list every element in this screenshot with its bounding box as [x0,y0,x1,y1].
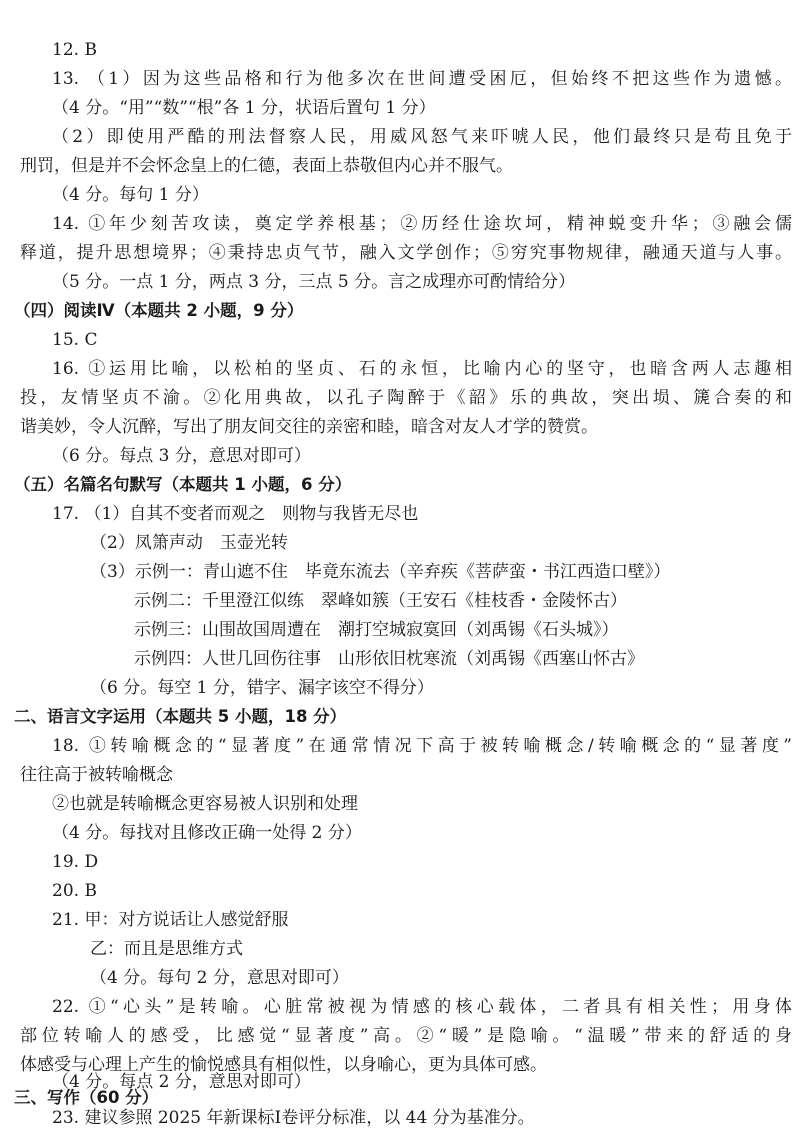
answer-16-line3: 谐美妙，令人沉醉，写出了朋友间交往的亲密和睦，暗含对友人才学的赞赏。 [20,417,598,437]
answer-13-part2-line1: （2）即使用严酷的刑法督察人民，用威风怒气来吓唬人民，他们最终只是苟且免于 [52,127,792,147]
answer-23: 23. 建议参照 2025 年新课标Ⅰ卷评分标准，以 44 分为基准分。 [52,1108,535,1128]
answer-21-jia: 21. 甲：对方说话让人感觉舒服 [52,910,289,930]
answer-18-line3: ②也就是转喻概念更容易被人识别和处理 [52,794,358,814]
answer-22-scoring: （4 分。每点 2 分，意思对即可） [52,1072,311,1092]
answer-17-3-example4: 示例四：人世几回伤往事 山形依旧枕寒流（刘禹锡《西塞山怀古》 [134,649,644,669]
section-language-heading: 二、语言文字运用（本题共 5 小题，18 分） [14,707,347,726]
answer-14-scoring: （5 分。一点 1 分，两点 3 分，三点 5 分。言之成理亦可酌情给分） [52,272,576,292]
section-4-heading: （四）阅读Ⅳ（本题共 2 小题，9 分） [14,301,304,320]
answer-14-line2: 释道，提升思想境界；④秉持忠贞气节，融入文学创作；⑤穷究事物规律，融通天道与人事。 [20,243,792,263]
answer-17-1: 17. （1）自其不变者而观之 则物与我皆无尽也 [52,504,419,524]
answer-22-line1: 22. ①“心头”是转喻。心脏常被视为情感的核心载体，二者具有相关性；用身体 [52,997,792,1017]
answer-22-line3: 体感受与心理上产生的愉悦感具有相似性，以身喻心，更为具体可感。 [20,1055,547,1075]
answer-17-3-example3: 示例三：山围故国周遭在 潮打空城寂寞回（刘禹锡《石头城》） [134,620,619,640]
answer-18-line1: 18. ①转喻概念的“显著度”在通常情况下高于被转喻概念/转喻概念的“显著度” [52,736,792,756]
answer-17-3-example2: 示例二：千里澄江似练 翠峰如簇（王安石《桂枝香・金陵怀古） [134,591,627,611]
answer-13-part2-line2: 刑罚，但是并不会怀念皇上的仁德，表面上恭敬但内心并不服气。 [20,156,513,176]
answer-13-scoring-1: （4 分。“用”“数”“根”各 1 分，状语后置句 1 分） [52,98,436,118]
answer-19: 19. D [52,852,99,872]
answer-17-3-example1: （3）示例一：青山遮不住 毕竟东流去（辛弃疾《菩萨蛮・书江西造口壁》） [90,562,671,582]
answer-12: 12. B [52,40,97,60]
answer-16-scoring: （6 分。每点 3 分，意思对即可） [52,446,311,466]
section-writing-heading: 三、写作（60 分） [14,1088,159,1107]
answer-17-2: （2）凤箫声动 玉壶光转 [90,533,288,553]
answer-21-yi: 乙：而且是思维方式 [90,939,243,959]
answer-17-scoring: （6 分。每空 1 分，错字、漏字该空不得分） [90,678,434,698]
answer-13-scoring-2: （4 分。每句 1 分） [52,185,209,205]
answer-16-line1: 16. ①运用比喻，以松柏的坚贞、石的永恒，比喻内心的坚守，也暗含两人志趣相 [52,359,792,379]
answer-18-scoring: （4 分。每找对且修改正确一处得 2 分） [52,823,362,843]
answer-21-scoring: （4 分。每句 2 分，意思对即可） [90,968,349,988]
answer-15: 15. C [52,330,98,350]
answer-20: 20. B [52,881,97,901]
answer-13-part1: 13. （1）因为这些品格和行为他多次在世间遭受困厄，但始终不把这些作为遗憾。 [52,69,792,89]
answer-18-line2: 往往高于被转喻概念 [20,765,173,785]
section-5-heading: （五）名篇名句默写（本题共 1 小题，6 分） [14,475,352,494]
answer-22-line2: 部位转喻人的感受，比感觉“显著度”高。②“暖”是隐喻。“温暖”带来的舒适的身 [20,1026,792,1046]
answer-16-line2: 投，友情坚贞不渝。②化用典故，以孔子陶醉于《韶》乐的典故，突出埙、篪合奏的和 [20,388,792,408]
answer-14-line1: 14. ①年少刻苦攻读，奠定学养根基；②历经仕途坎坷，精神蜕变升华；③融会儒 [52,214,792,234]
